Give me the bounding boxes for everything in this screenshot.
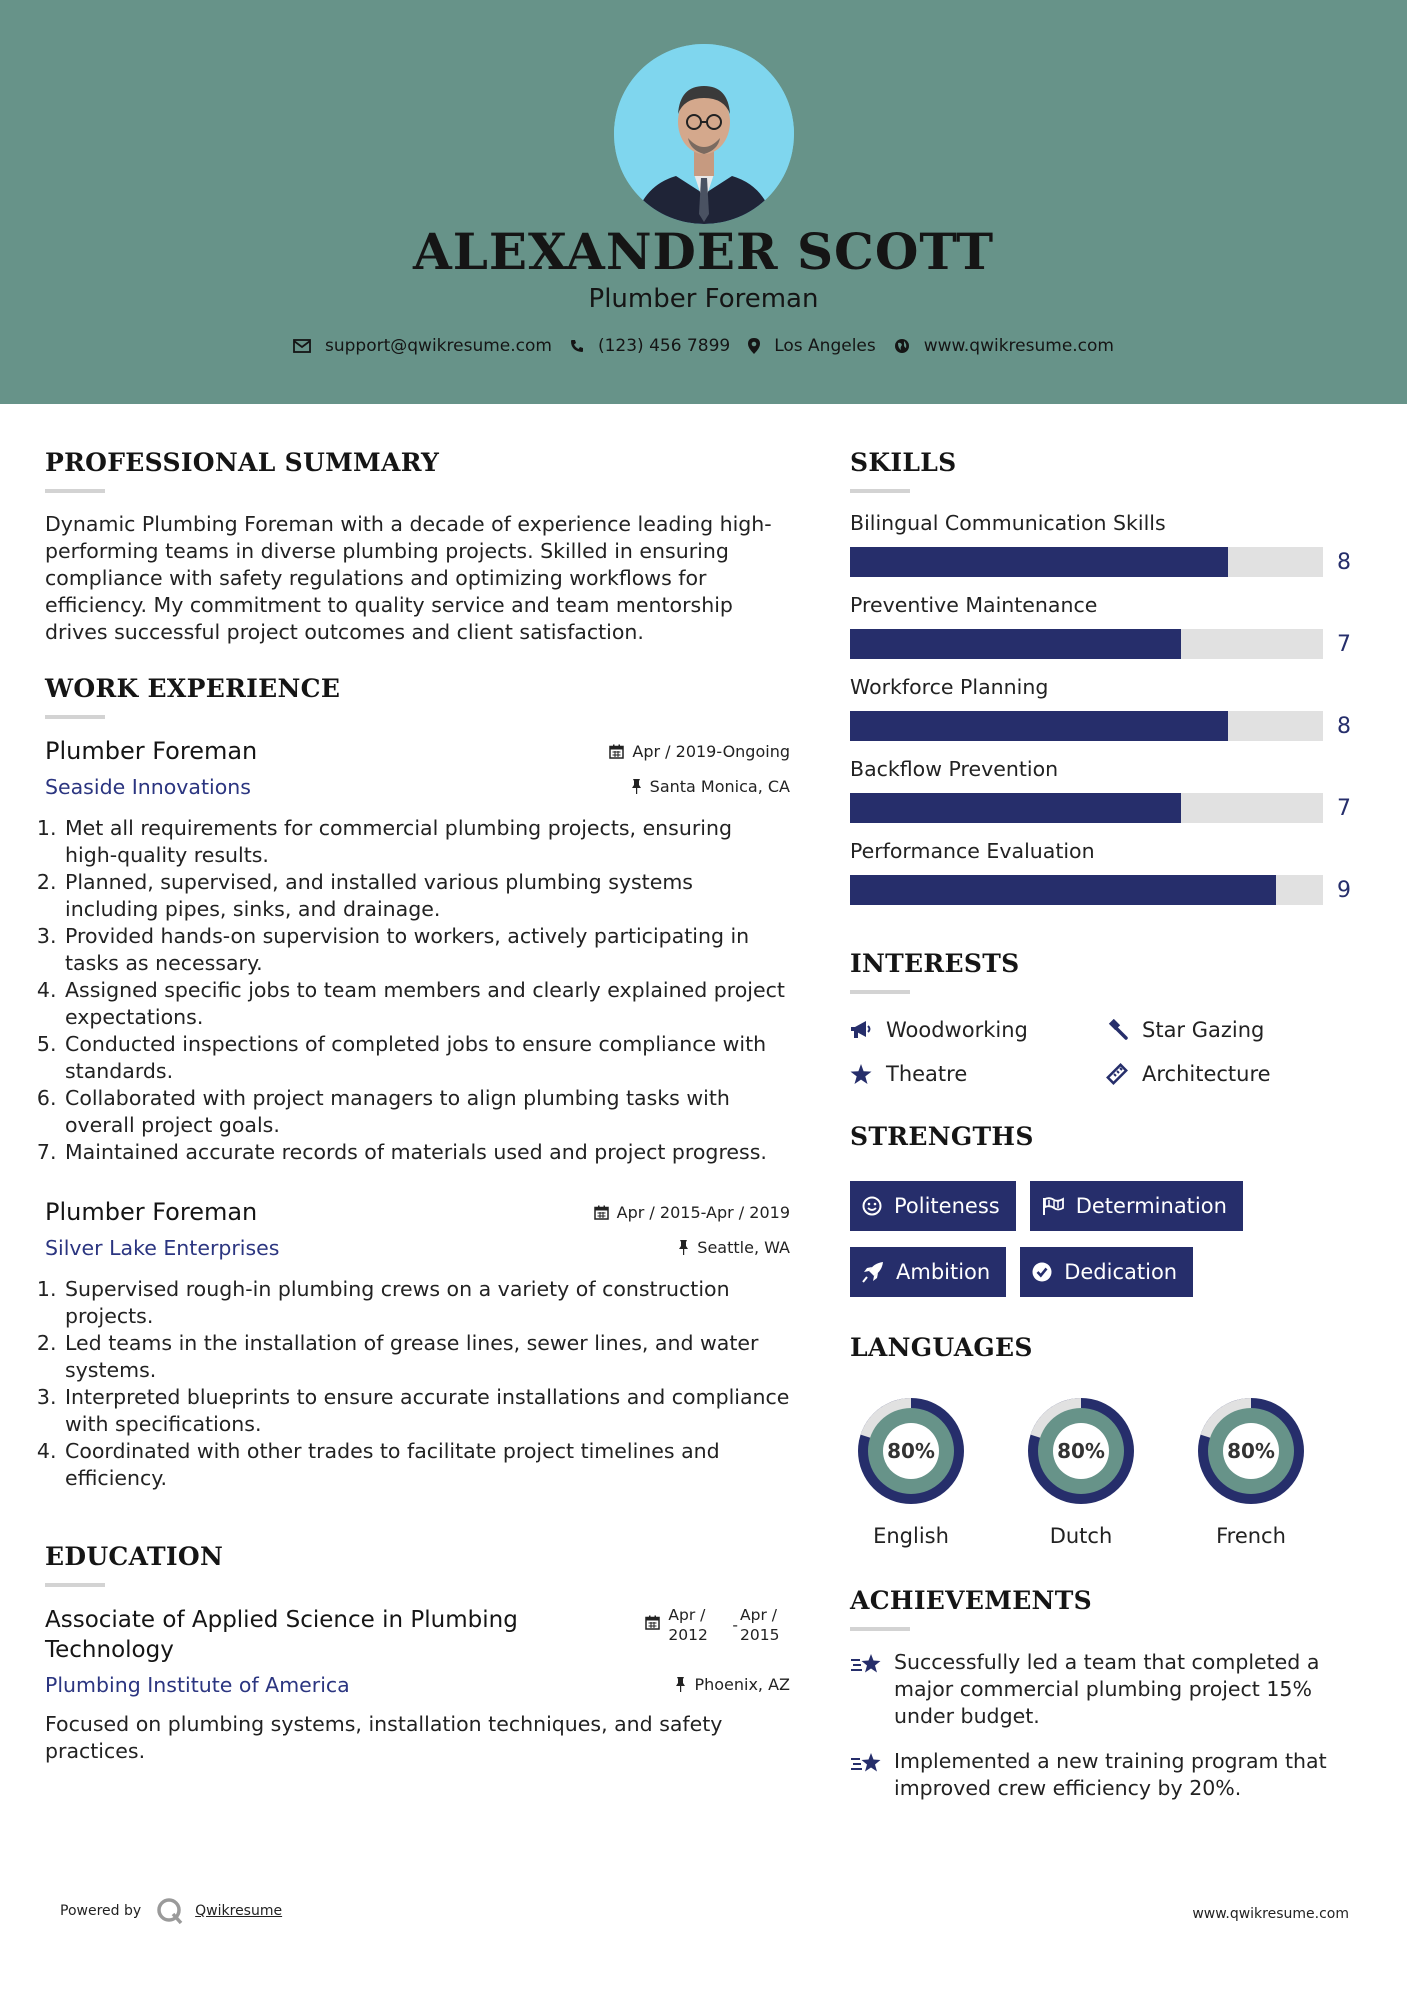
shooting-star-icon — [850, 1651, 884, 1679]
achievement-item: Implemented a new training program that improved crew efficiency by 20%. — [850, 1748, 1370, 1802]
list-item: 1. Supervised rough-in plumbing crews on a variety of construction projects. — [63, 1276, 790, 1330]
contact-website[interactable] — [894, 336, 1114, 356]
job-entry — [45, 1198, 790, 1492]
candidate-title: Plumber Foreman — [588, 284, 819, 314]
school-location: Phoenix, AZ — [675, 1675, 790, 1694]
section-divider — [850, 489, 910, 493]
strengths-section — [850, 1122, 1370, 1297]
left-column — [45, 404, 790, 1765]
language-item — [1190, 1390, 1360, 1548]
location-text: Los Angeles — [774, 336, 876, 356]
job-location: Santa Monica, CA — [631, 777, 790, 796]
skill-bar-fill — [850, 547, 1228, 577]
job-dates: Apr / 2015-Apr / 2019 — [594, 1203, 790, 1222]
section-divider — [45, 1583, 105, 1587]
language-name: English — [873, 1524, 949, 1548]
skill-bar — [850, 875, 1323, 905]
contact-bar — [0, 336, 1407, 356]
skills-section — [850, 448, 1370, 905]
strength-chip: Ambition — [850, 1247, 1006, 1297]
interest-item: Theatre — [850, 1062, 1106, 1086]
gavel-icon — [1106, 1019, 1128, 1041]
section-divider — [45, 715, 105, 719]
skill-item — [850, 757, 1370, 823]
footer-powered-by: Powered by Qwikresume — [60, 1896, 282, 1926]
achievement-item: Successfully led a team that completed a major commercial plumbing project 15% under budget. — [850, 1649, 1370, 1730]
work-experience-section — [45, 674, 790, 1492]
skill-value: 9 — [1337, 877, 1351, 903]
calendar-icon — [594, 1205, 609, 1220]
list-item: 5. Conducted inspections of completed jobs to ensure compliance with standards. — [63, 1031, 790, 1085]
duty-list — [45, 1276, 790, 1492]
job-dates: Apr / 2019-Ongoing — [609, 742, 790, 761]
smile-icon — [862, 1196, 882, 1216]
resume-header — [0, 0, 1407, 404]
skill-bar — [850, 547, 1323, 577]
list-item: 3. Interpreted blueprints to ensure accurate installations and compliance with specifications. — [63, 1384, 790, 1438]
skill-value: 8 — [1337, 713, 1351, 739]
list-item: 6. Collaborated with project managers to align plumbing tasks with overall project goals. — [63, 1085, 790, 1139]
job-title: Plumber Foreman — [45, 737, 258, 765]
section-heading: EDUCATION — [45, 1542, 224, 1571]
language-ring — [850, 1390, 972, 1512]
education-start: Apr / 2012 — [668, 1606, 708, 1644]
list-item: 2. Led teams in the installation of grease lines, sewer lines, and water systems. — [63, 1330, 790, 1384]
interests-section — [850, 949, 1370, 1086]
brand-link[interactable]: Qwikresume — [195, 1903, 283, 1919]
interest-item: Star Gazing — [1106, 1018, 1362, 1042]
list-item: 1. Met all requirements for commercial plumbing projects, ensuring high-quality results. — [63, 815, 790, 869]
pushpin-icon — [678, 1240, 689, 1255]
candidate-name: ALEXANDER SCOTT — [412, 222, 995, 281]
profile-photo — [614, 44, 794, 224]
education-end: Apr / 2015 — [740, 1606, 780, 1644]
education-dates — [645, 1605, 790, 1645]
skill-bar-fill — [850, 629, 1181, 659]
skill-label: Workforce Planning — [850, 675, 1049, 699]
list-item: 3. Provided hands-on supervision to workers, actively participating in tasks as necessary. — [63, 923, 790, 977]
flag-icon — [1042, 1197, 1064, 1215]
shooting-star-icon — [850, 1750, 884, 1778]
language-item — [1020, 1390, 1190, 1548]
company-name: Seaside Innovations — [45, 775, 251, 799]
professional-summary-section — [45, 448, 790, 646]
education-description: Focused on plumbing systems, installation techniques, and safety practices. — [45, 1712, 723, 1763]
ruler-icon — [1106, 1063, 1128, 1085]
pushpin-icon — [675, 1677, 686, 1692]
section-heading: WORK EXPERIENCE — [45, 674, 341, 703]
megaphone-icon — [850, 1020, 872, 1040]
education-section — [45, 1542, 790, 1765]
language-ring — [1190, 1390, 1312, 1512]
achievements-section — [850, 1586, 1370, 1802]
check-circle-icon — [1032, 1262, 1052, 1282]
skill-bar-fill — [850, 793, 1181, 823]
education-dash: - — [732, 1616, 738, 1634]
pushpin-icon — [631, 779, 642, 794]
list-item: 7. Maintained accurate records of materials used and project progress. — [63, 1139, 790, 1166]
list-item: 4. Coordinated with other trades to facilitate project timelines and efficiency. — [63, 1438, 790, 1492]
duty-list — [45, 815, 790, 1166]
skill-value: 8 — [1337, 549, 1351, 575]
qwikresume-logo-icon — [155, 1896, 185, 1926]
language-ring — [1020, 1390, 1142, 1512]
strength-chip: Dedication — [1020, 1247, 1193, 1297]
job-title: Plumber Foreman — [45, 1198, 258, 1226]
skill-item — [850, 593, 1370, 659]
skill-label: Backflow Prevention — [850, 757, 1059, 781]
section-heading: INTERESTS — [850, 949, 1020, 978]
contact-phone[interactable] — [570, 336, 730, 356]
interest-item: Architecture — [1106, 1062, 1362, 1086]
strength-chip: Determination — [1030, 1181, 1243, 1231]
skill-bar — [850, 629, 1323, 659]
footer-website[interactable]: www.qwikresume.com — [1192, 1906, 1349, 1922]
person-portrait-icon — [614, 44, 794, 224]
phone-icon — [570, 339, 584, 353]
skill-item — [850, 675, 1370, 741]
skill-bar-fill — [850, 875, 1276, 905]
strength-chip: Politeness — [850, 1181, 1016, 1231]
envelope-icon — [293, 339, 311, 353]
language-percent: 80% — [1057, 1439, 1105, 1463]
skill-bar — [850, 711, 1323, 741]
section-divider — [850, 990, 910, 994]
contact-location — [748, 336, 876, 356]
skill-bar — [850, 793, 1323, 823]
language-name: French — [1216, 1524, 1286, 1548]
language-percent: 80% — [887, 1439, 935, 1463]
section-heading: LANGUAGES — [850, 1333, 1033, 1362]
phone-text: (123) 456 7899 — [597, 336, 731, 356]
section-heading: ACHIEVEMENTS — [850, 1586, 1092, 1615]
company-name: Silver Lake Enterprises — [45, 1236, 280, 1260]
list-item: 4. Assigned specific jobs to team members and clearly explained project expectations. — [63, 977, 790, 1031]
school-name: Plumbing Institute of America — [45, 1673, 350, 1697]
skill-label: Preventive Maintenance — [850, 593, 1098, 617]
globe-icon — [894, 338, 910, 354]
summary-text: Dynamic Plumbing Foreman with a decade of experience leading high-performing teams in diverse plumbing projects. Skilled in ensuring compliance with safety regulations and optimizing workflows for efficiency. My commitment to quality service and team mentorship drives successful project outcomes and client satisfaction. — [45, 512, 772, 644]
section-heading: PROFESSIONAL SUMMARY — [45, 448, 440, 477]
calendar-icon — [645, 1615, 660, 1630]
skill-value: 7 — [1337, 631, 1351, 657]
job-location: Seattle, WA — [678, 1238, 790, 1257]
contact-email[interactable] — [293, 336, 552, 356]
website-text: www.qwikresume.com — [923, 336, 1114, 356]
skill-item — [850, 839, 1370, 905]
skill-item — [850, 511, 1370, 577]
calendar-icon — [609, 744, 624, 759]
star-icon — [850, 1064, 872, 1085]
skill-label: Bilingual Communication Skills — [850, 511, 1166, 535]
language-percent: 80% — [1227, 1439, 1275, 1463]
interest-item: Woodworking — [850, 1018, 1106, 1042]
right-column — [850, 404, 1370, 1802]
language-item — [850, 1390, 1020, 1548]
section-heading: STRENGTHS — [850, 1122, 1034, 1151]
skill-label: Performance Evaluation — [850, 839, 1095, 863]
degree-title: Associate of Applied Science in Plumbing Technology — [45, 1607, 518, 1663]
rocket-icon — [862, 1261, 884, 1283]
section-divider — [45, 489, 105, 493]
section-divider — [850, 1627, 910, 1631]
skills-list — [850, 511, 1370, 905]
skill-bar-fill — [850, 711, 1228, 741]
skill-value: 7 — [1337, 795, 1351, 821]
map-pin-icon — [748, 338, 760, 354]
language-name: Dutch — [1049, 1524, 1113, 1548]
list-item: 2. Planned, supervised, and installed various plumbing systems including pipes, sinks, and drainage. — [63, 869, 790, 923]
email-text: support@qwikresume.com — [325, 336, 552, 356]
languages-section — [850, 1333, 1370, 1548]
job-entry — [45, 737, 790, 1166]
section-heading: SKILLS — [850, 448, 957, 477]
